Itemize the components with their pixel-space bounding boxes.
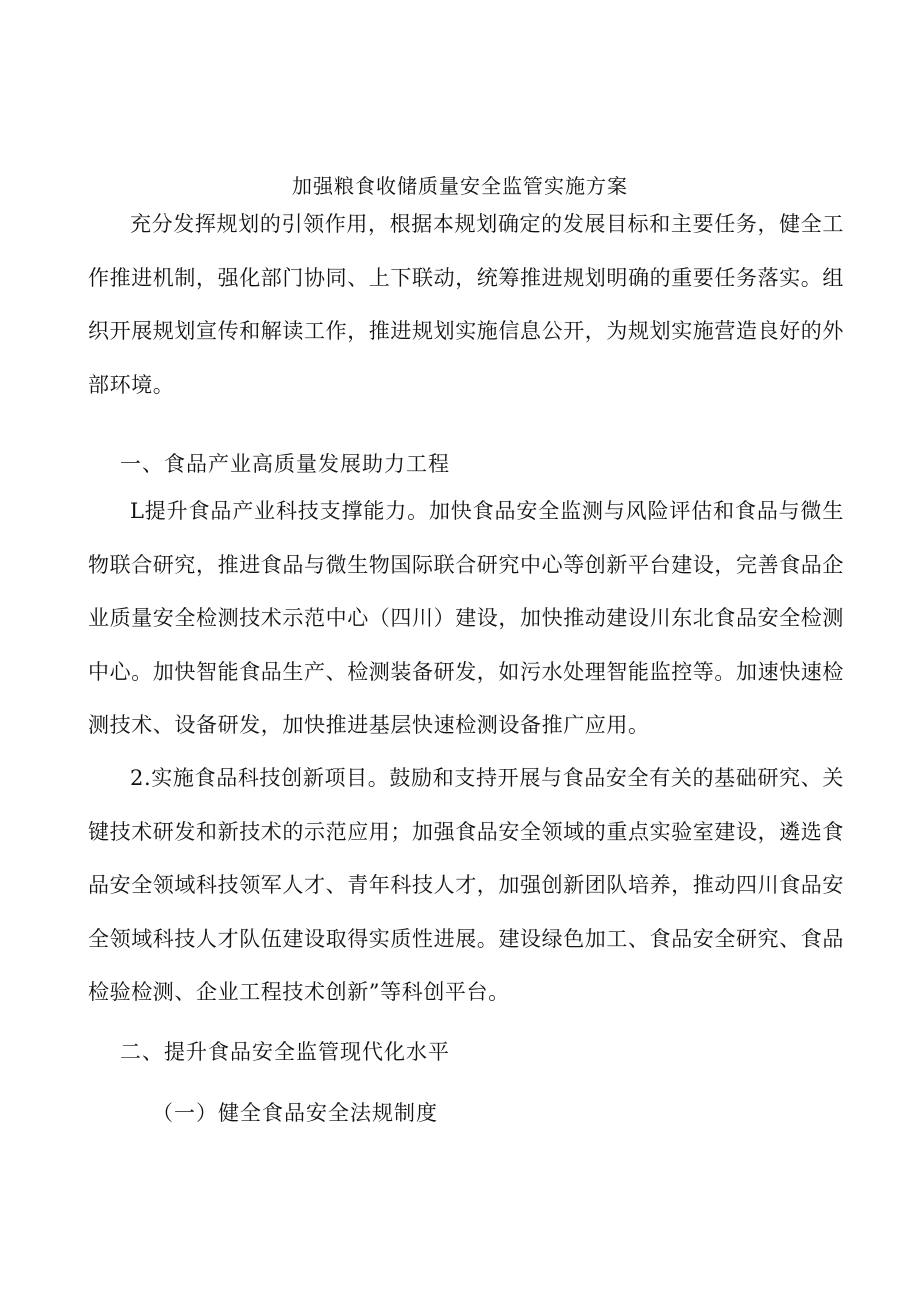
document-title: 加强粮食收储质量安全监管实施方案 [292, 174, 628, 198]
section-1-paragraph-2: 2.实施食品科技创新项目。鼓励和支持开展与食品安全有关的基础研究、关键技术研发和新技术的示范应用；加强食品安全领域的重点实验室建设，遴选食品安全领域科技领军人才、青年科技人才，加强创新团队培养，推动四川食品安全领域科技人才队伍建设取得实质性进展。建设绿色加工、食品安全研究、食品检验检测、企业工程技术创新”等科创平台。 [88, 766, 844, 1004]
section-2-subheading: （一）健全食品安全法规制度 [152, 1101, 438, 1125]
section-2-heading: 二、提升食品安全监管现代化水平 [120, 1040, 450, 1064]
section-1-paragraph-1: L提升食品产业科技支撑能力。加快食品安全监测与风险评估和食品与微生物联合研究，推进食品与微生物国际联合研究中心等创新平台建设，完善食品企业质量安全检测技术示范中心（四川）建设，加快推动建设川东北食品安全检测中心。加快智能食品生产、检测装备研发，如污水处理智能监控等。加速快速检测技术、设备研发，加快推进基层快速检测设备推广应用。 [88, 499, 844, 737]
section-1-heading: 一、食品产业高质量发展助力工程 [120, 452, 450, 476]
intro-paragraph: 充分发挥规划的引领作用，根据本规划确定的发展目标和主要任务，健全工作推进机制，强化部门协同、上下联动，统筹推进规划明确的重要任务落实。组织开展规划宣传和解读工作，推进规划实施信息公开，为规划实施营造良好的外部环境。 [88, 212, 844, 397]
